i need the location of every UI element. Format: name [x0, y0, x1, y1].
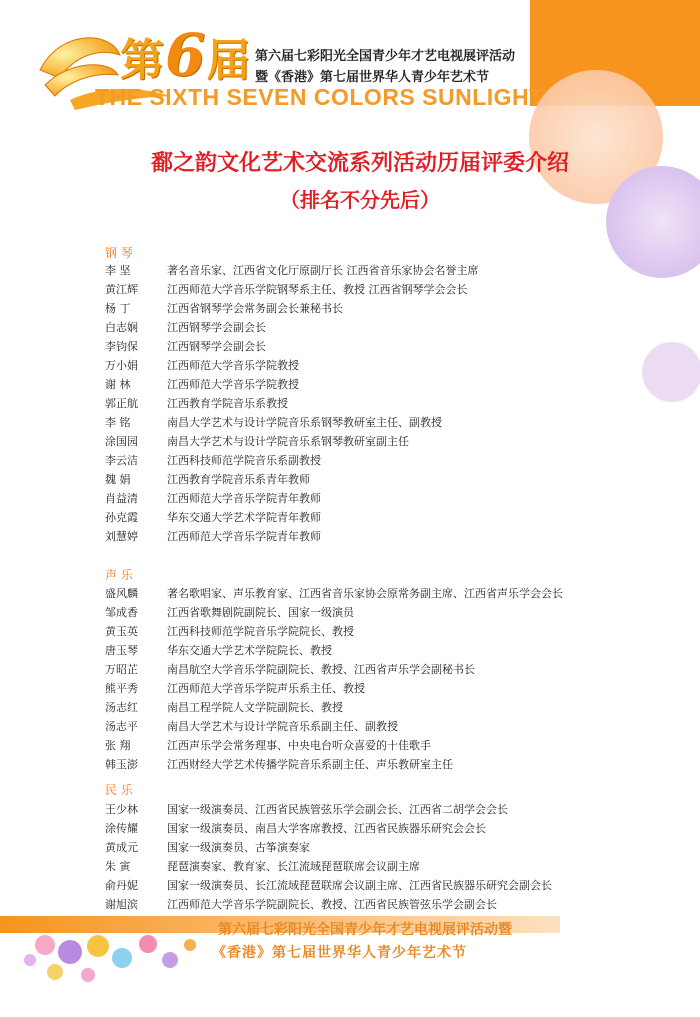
judge-name: 李 铭 — [105, 416, 131, 429]
judge-description: 华东交通大学艺术学院青年教师 — [167, 511, 321, 524]
judge-row — [105, 414, 442, 432]
logo-mark — [120, 21, 252, 89]
judge-name: 白志娴 — [105, 321, 138, 334]
judge-name: 刘慧婷 — [105, 530, 138, 543]
judge-description: 江西省歌舞剧院副院长、国家一级演员 — [167, 606, 354, 619]
judge-row — [105, 357, 299, 375]
judge-row — [105, 820, 486, 838]
judge-description: 著名音乐家、江西省文化厅原副厅长 江西省音乐家协会名誉主席 — [167, 264, 479, 277]
judge-name: 俞丹妮 — [105, 879, 138, 892]
judge-name: 汤志红 — [105, 701, 138, 714]
judge-description: 江西教育学院音乐系青年教师 — [167, 473, 310, 486]
judge-name: 韩玉澎 — [105, 758, 138, 771]
judge-description: 江西师范大学音乐学院青年教师 — [167, 492, 321, 505]
judge-row — [105, 604, 354, 622]
judge-name: 黄成元 — [105, 841, 138, 854]
judge-row — [105, 896, 497, 914]
judge-name: 黄江辉 — [105, 283, 138, 296]
judge-description: 江西师范大学音乐学院声乐系主任、教授 — [167, 682, 365, 695]
judge-description: 江西师范大学音乐学院教授 — [167, 359, 299, 372]
header-english-title: THE SIXTH SEVEN COLORS SUNLIGHT — [95, 84, 544, 110]
judge-description: 江西声乐学会常务理事、中央电台听众喜爱的十佳歌手 — [167, 739, 431, 752]
judge-row — [105, 300, 343, 318]
judge-row — [105, 452, 321, 470]
header-event-title: 第六届七彩阳光全国青少年才艺电视展评活动 — [255, 49, 516, 64]
page-subtitle: （排名不分先后） — [280, 188, 440, 212]
judge-name: 涂国园 — [105, 435, 138, 448]
judge-name: 朱 寅 — [105, 860, 131, 873]
section-heading-folk: 民 乐 — [105, 783, 133, 797]
judge-row — [105, 490, 321, 508]
judge-description: 江西科技师范学院音乐学院院长、教授 — [167, 625, 354, 638]
judge-name: 魏 娟 — [105, 473, 131, 486]
judge-name: 李 坚 — [105, 264, 131, 277]
judge-name: 万昭芷 — [105, 663, 138, 676]
judge-description: 江西财经大学艺术传播学院音乐系副主任、声乐教研室主任 — [167, 758, 453, 771]
judge-row — [105, 509, 321, 527]
judge-name: 熊平秀 — [105, 682, 138, 695]
judge-row — [105, 661, 475, 679]
judge-row — [105, 642, 332, 660]
judge-name: 李云洁 — [105, 454, 138, 467]
judge-row — [105, 623, 354, 641]
judge-description: 国家一级演奏员、江西省民族管弦乐学会副会长、江西省二胡学会会长 — [167, 803, 508, 816]
header-event-subtitle: 暨《香港》第七届世界华人青少年艺术节 — [255, 70, 490, 85]
judge-name: 盛风麟 — [105, 587, 138, 600]
judge-description: 江西科技师范学院音乐系副教授 — [167, 454, 321, 467]
judge-row — [105, 858, 420, 876]
judge-description: 江西钢琴学会副会长 — [167, 340, 266, 353]
judge-description: 江西师范大学音乐学院教授 — [167, 378, 299, 391]
judge-description: 国家一级演奏员、长江流域琵琶联席会议副主席、江西省民族器乐研究会副会长 — [167, 879, 552, 892]
judge-name: 王少林 — [105, 803, 138, 816]
judge-row — [105, 262, 479, 280]
judge-description: 江西师范大学音乐学院青年教师 — [167, 530, 321, 543]
purple-circle-small — [642, 342, 700, 402]
judge-row — [105, 680, 365, 698]
judge-name: 张 翔 — [105, 739, 131, 752]
judge-description: 南昌大学艺术与设计学院音乐系副主任、副教授 — [167, 720, 398, 733]
judge-name: 黄玉英 — [105, 625, 138, 638]
judge-name: 郭正航 — [105, 397, 138, 410]
judge-row — [105, 839, 310, 857]
judge-description: 江西省钢琴学会常务副会长兼秘书长 — [167, 302, 343, 315]
judge-row — [105, 433, 409, 451]
judge-description: 国家一级演奏员、古筝演奏家 — [167, 841, 310, 854]
judge-name: 唐玉琴 — [105, 644, 138, 657]
judge-description: 著名歌唱家、声乐教育家、江西省音乐家协会原常务副主席、江西省声乐学会会长 — [167, 587, 563, 600]
judge-row — [105, 737, 431, 755]
judge-description: 琵琶演奏家、教育家、长江流域琵琶联席会议副主席 — [167, 860, 420, 873]
section-heading-vocal: 声 乐 — [105, 568, 133, 582]
logo-suffix: 届 — [206, 35, 252, 86]
judge-description: 南昌工程学院人文学院副院长、教授 — [167, 701, 343, 714]
judge-row — [105, 718, 398, 736]
judge-description: 国家一级演奏员、南昌大学客席教授、江西省民族器乐研究会会长 — [167, 822, 486, 835]
judge-description: 江西教育学院音乐系教授 — [167, 397, 288, 410]
judge-row — [105, 801, 508, 819]
footer-event-title: 第六届七彩阳光全国青少年才艺电视展评活动暨 — [218, 922, 512, 938]
judge-description: 南昌大学艺术与设计学院音乐系钢琴教研室副主任 — [167, 435, 409, 448]
logo-prefix: 第 — [120, 35, 165, 86]
page-title: 鄱之韵文化艺术交流系列活动历届评委介绍 — [150, 150, 569, 176]
footer-event-subtitle: 《香港》第七届世界华人青少年艺术节 — [212, 945, 467, 961]
judge-row — [105, 585, 563, 603]
judge-row — [105, 319, 266, 337]
judge-row — [105, 471, 310, 489]
judge-description: 江西师范大学音乐学院副院长、教授、江西省民族管弦乐学会副会长 — [167, 898, 497, 911]
judge-name: 谢 林 — [105, 378, 131, 391]
judge-name: 邹成香 — [105, 606, 138, 619]
judge-name: 李钧保 — [105, 340, 138, 353]
judge-description: 江西钢琴学会副会长 — [167, 321, 266, 334]
judge-row — [105, 877, 552, 895]
judge-name: 谢旭滨 — [105, 898, 138, 911]
judge-description: 南昌航空大学音乐学院副院长、教授、江西省声乐学会副秘书长 — [167, 663, 475, 676]
judge-name: 肖益清 — [105, 492, 138, 505]
judge-row — [105, 395, 288, 413]
judge-name: 杨 丁 — [105, 302, 131, 315]
logo-number: 6 — [165, 21, 207, 89]
judge-row — [105, 528, 321, 546]
judge-row — [105, 281, 468, 299]
judge-row — [105, 338, 266, 356]
judge-row — [105, 756, 453, 774]
judge-name: 孙克霞 — [105, 511, 138, 524]
judge-description: 南昌大学艺术与设计学院音乐系钢琴教研室主任、副教授 — [167, 416, 442, 429]
judge-description: 华东交通大学艺术学院院长、教授 — [167, 644, 332, 657]
footer-dots-decoration — [24, 935, 196, 982]
judge-name: 汤志平 — [105, 720, 138, 733]
judge-name: 涂传耀 — [105, 822, 138, 835]
section-heading-piano: 钢 琴 — [105, 246, 133, 260]
judge-row — [105, 376, 299, 394]
judge-row — [105, 699, 343, 717]
judge-description: 江西师范大学音乐学院钢琴系主任、教授 江西省钢琴学会会长 — [167, 283, 468, 296]
judge-name: 万小娟 — [105, 359, 138, 372]
